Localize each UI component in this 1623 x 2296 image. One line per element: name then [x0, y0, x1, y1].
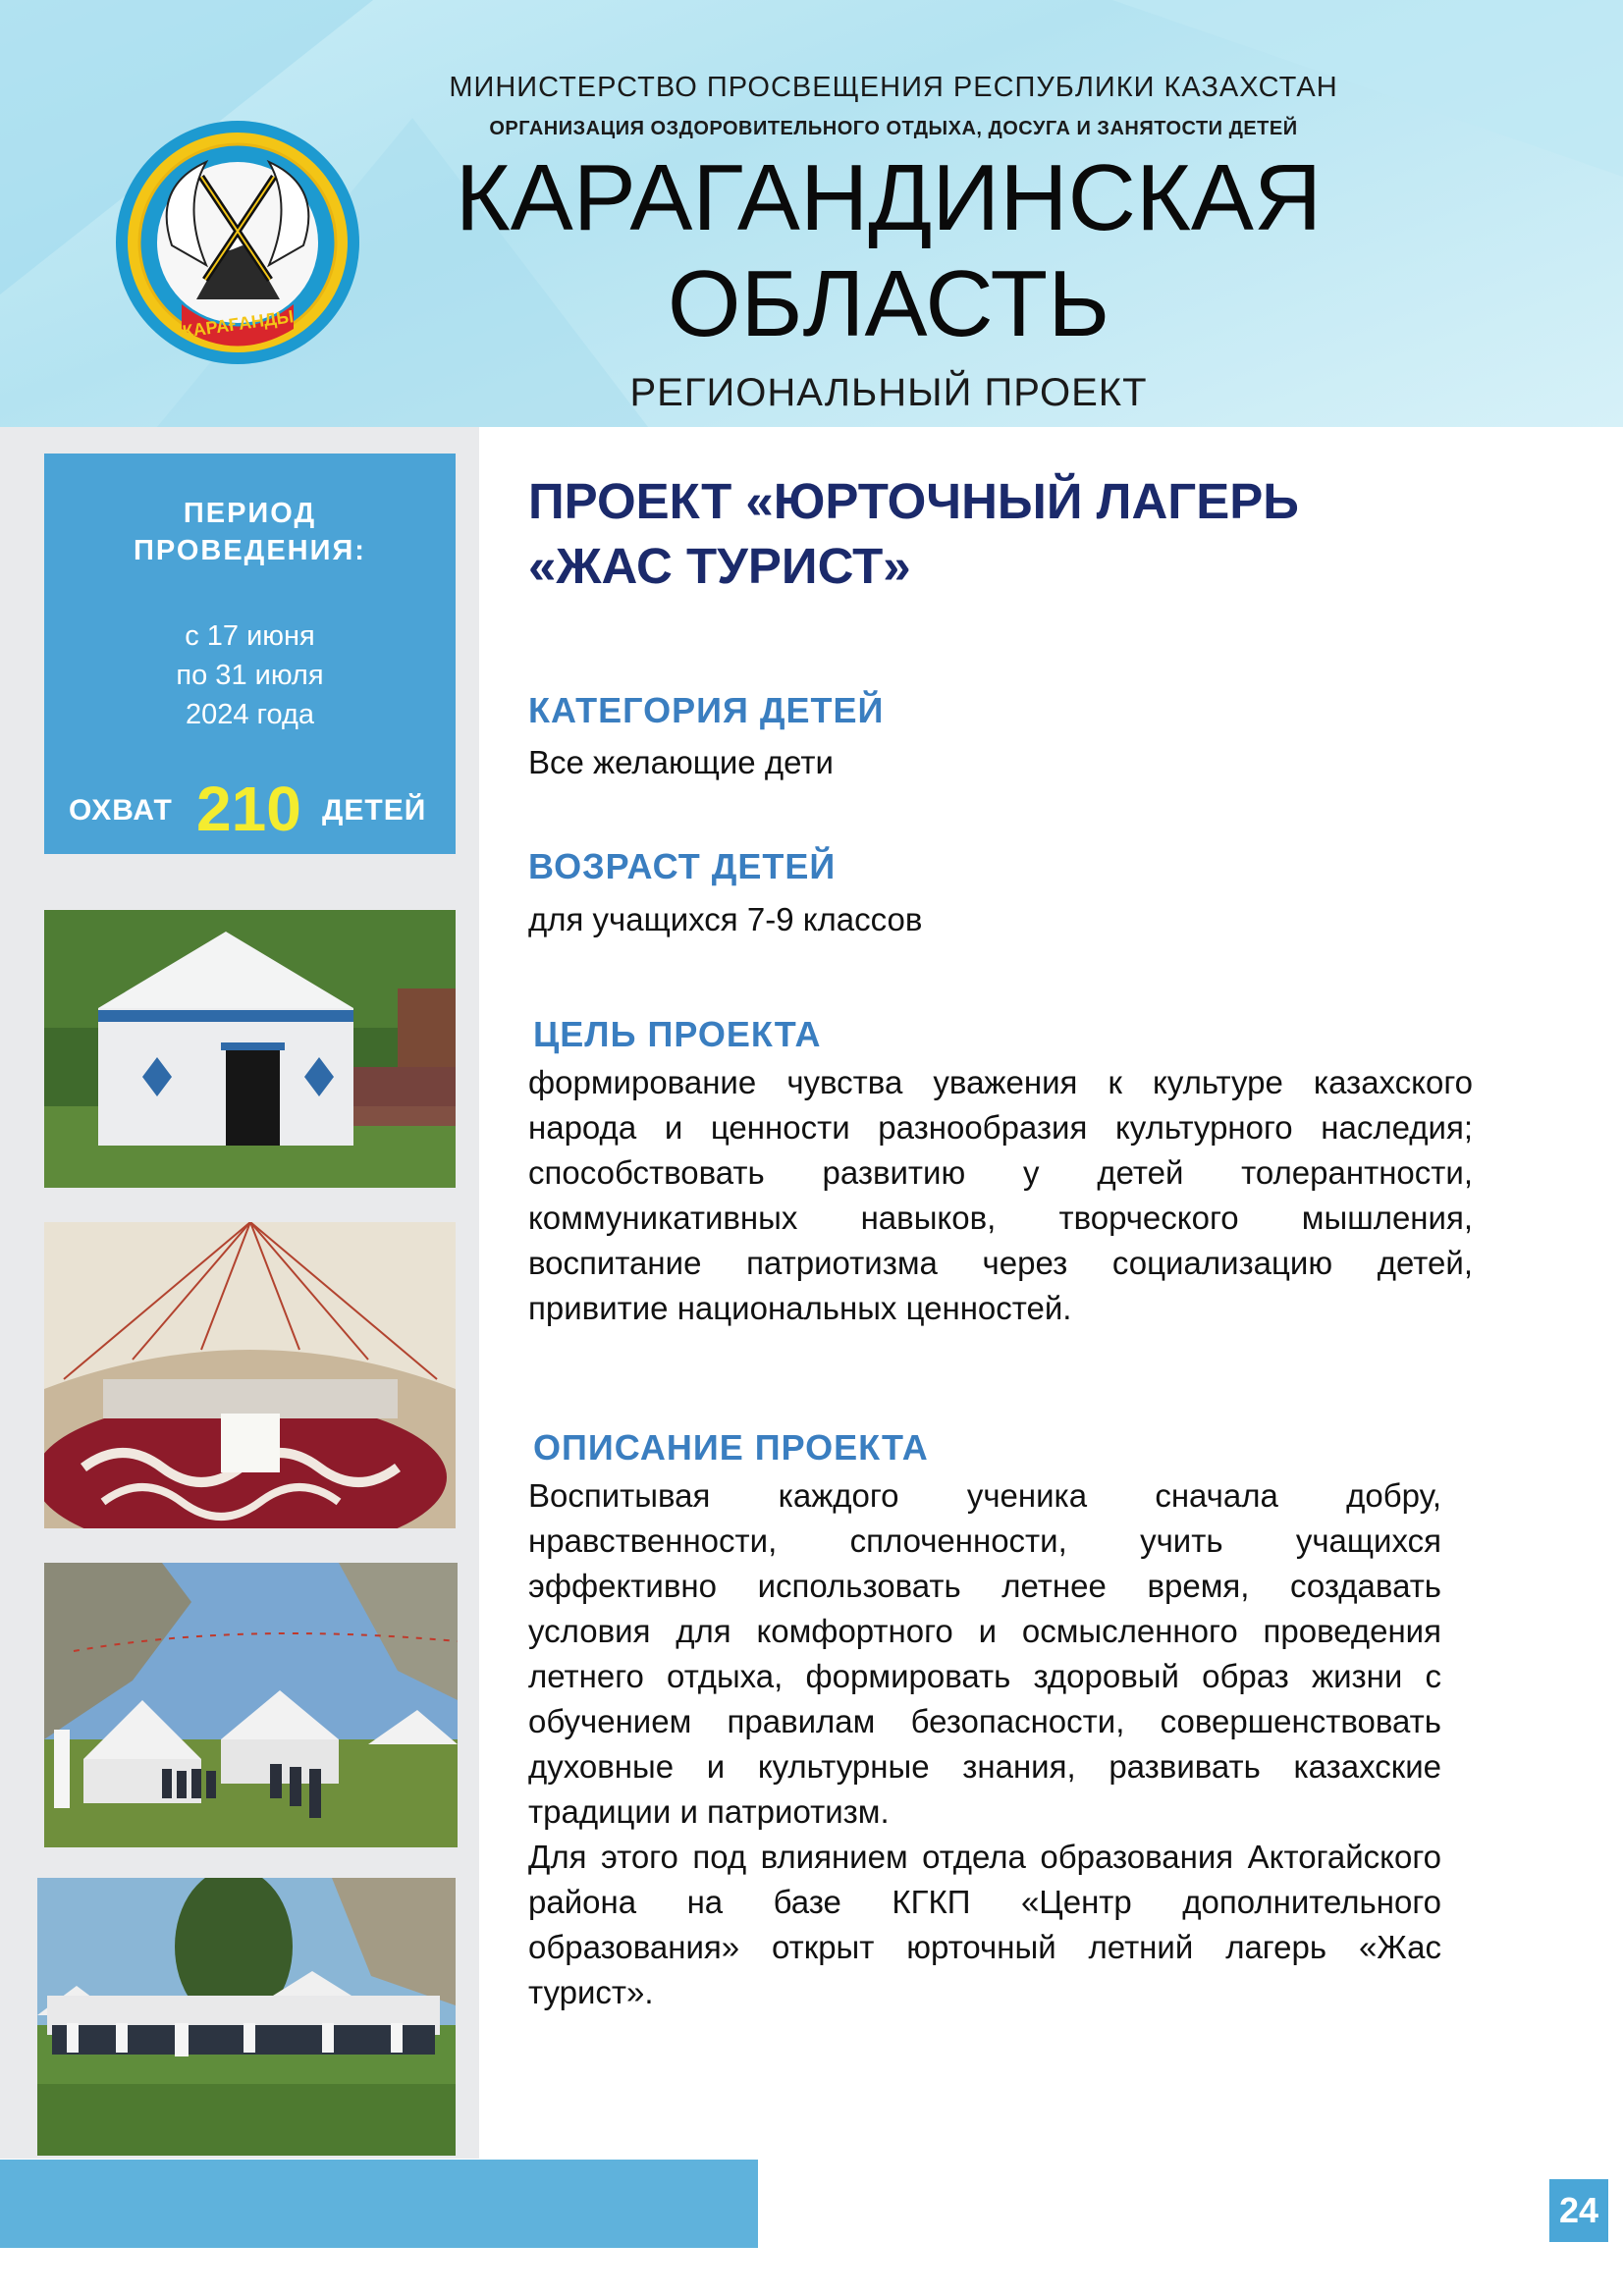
description-text: [528, 1473, 1441, 2015]
category-text: Все желающие дети: [528, 744, 834, 780]
description-paragraph-2: Для этого под влиянием отдела образования Актогайского района на базе КГКП «Центр дополнительного образования» открыт юрточный летний лагерь «Жас турист».: [528, 1839, 1441, 2010]
period-label-line2: ПРОВЕДЕНИЯ:: [134, 535, 366, 566]
region-title: [373, 145, 1404, 357]
date-end: по 31 июля: [176, 660, 324, 691]
age-text: для учащихся 7-9 классов: [528, 901, 923, 937]
description-paragraph-1: Воспитывая каждого ученика сначала добру, нравственности, сплоченности, учить учащихся эффективно использовать летнее время, создавать условия для комфортного и осмысленного проведения летнего отдыха, формировать здоровый образ жизни с обучением правилам безопасности, совершенствовать духовные и культурные знания, развивать казахские традиции и патриотизм.: [528, 1477, 1441, 1830]
period-info-box: [44, 454, 456, 854]
logo-caption: ҚАРАҒАНДЫ: [181, 306, 296, 342]
reach-prefix: ОХВАТ: [69, 794, 173, 827]
organization-name: ОРГАНИЗАЦИЯ ОЗДОРОВИТЕЛЬНОГО ОТДЫХА, ДОСУГА И ЗАНЯТОСТИ ДЕТЕЙ: [489, 118, 1298, 139]
karaganda-emblem-logo: [113, 118, 363, 368]
age-heading: ВОЗРАСТ ДЕТЕЙ: [528, 846, 837, 886]
category-heading: КАТЕГОРИЯ ДЕТЕЙ: [528, 690, 885, 730]
page-number: 24: [1549, 2179, 1608, 2242]
ministry-name: МИНИСТЕРСТВО ПРОСВЕЩЕНИЯ РЕСПУБЛИКИ КАЗАХСТАН: [449, 72, 1338, 103]
footer-bar: [0, 2160, 758, 2248]
date-start: с 17 июня: [185, 620, 315, 652]
photo-yurt-exterior: [44, 910, 456, 1188]
reach-suffix: ДЕТЕЙ: [322, 794, 427, 827]
goal-text: формирование чувства уважения к культуре казахского народа и ценности разнообразия культурного наследия; способствовать развитию у детей толерантности, коммуникативных навыков, творческого мышления, воспитание патриотизма через социализацию детей, привитие национальных ценностей.: [528, 1064, 1473, 1326]
period-label-line1: ПЕРИОД: [183, 498, 317, 529]
photo-camp-gathering: [44, 1563, 458, 1847]
region-title-line1: КАРАГАНДИНСКАЯ: [455, 145, 1323, 250]
page-header: [0, 0, 1623, 427]
project-type: РЕГИОНАЛЬНЫЙ ПРОЕКТ: [629, 371, 1148, 414]
period-label: [44, 495, 456, 569]
project-title: [528, 469, 1510, 599]
goal-heading: ЦЕЛЬ ПРОЕКТА: [533, 1014, 822, 1054]
photo-group: [37, 1878, 456, 2156]
reach-number: 210: [196, 774, 301, 844]
project-title-line1: ПРОЕКТ «ЮРТОЧНЫЙ ЛАГЕРЬ: [528, 473, 1299, 529]
photo-yurt-interior: [44, 1222, 456, 1528]
project-title-line2: «ЖАС ТУРИСТ»: [528, 538, 911, 594]
region-title-line2: ОБЛАСТЬ: [667, 251, 1110, 356]
date-year: 2024 года: [185, 699, 315, 730]
period-dates: [44, 616, 456, 734]
reach-row: [44, 773, 456, 844]
description-heading: ОПИСАНИЕ ПРОЕКТА: [533, 1427, 929, 1468]
